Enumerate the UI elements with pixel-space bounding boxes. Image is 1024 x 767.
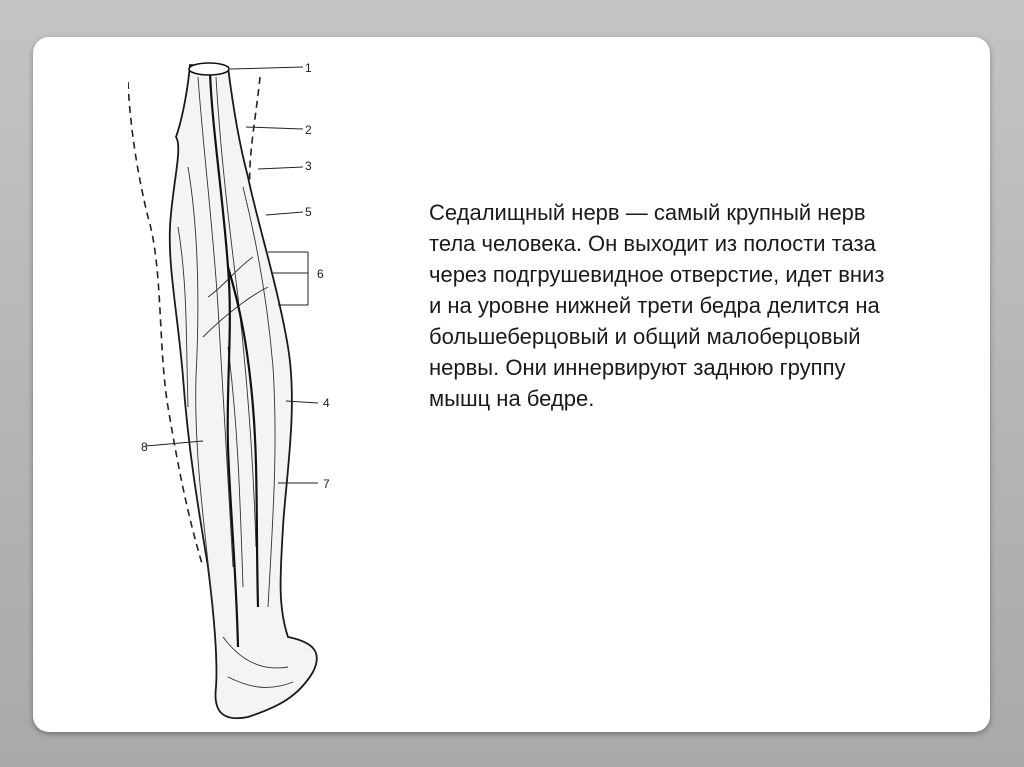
leg-outline-dashed-right bbox=[250, 77, 260, 187]
label-2: 2 bbox=[305, 123, 312, 137]
slide-card bbox=[33, 37, 990, 732]
cut-section bbox=[189, 63, 229, 75]
label-1: 1 bbox=[305, 61, 312, 75]
label-7: 7 bbox=[323, 477, 330, 491]
label-6: 6 bbox=[317, 267, 324, 281]
label-3: 3 bbox=[305, 159, 312, 173]
description-text: Седалищный нерв — самый крупный нерв тела человека. Он выходит из полости таза через подгрушевидное отверстие, идет вниз и на уровне нижней трети бедра делится на большеберцовый и общий малоберцовый нервы. Они иннервируют заднюю группу мышц на бедре. bbox=[429, 200, 885, 411]
label-4: 4 bbox=[323, 396, 330, 410]
leg-body bbox=[170, 65, 317, 718]
label-5: 5 bbox=[305, 205, 312, 219]
leg-nerve-illustration bbox=[128, 47, 368, 727]
label-8: 8 bbox=[141, 440, 148, 454]
